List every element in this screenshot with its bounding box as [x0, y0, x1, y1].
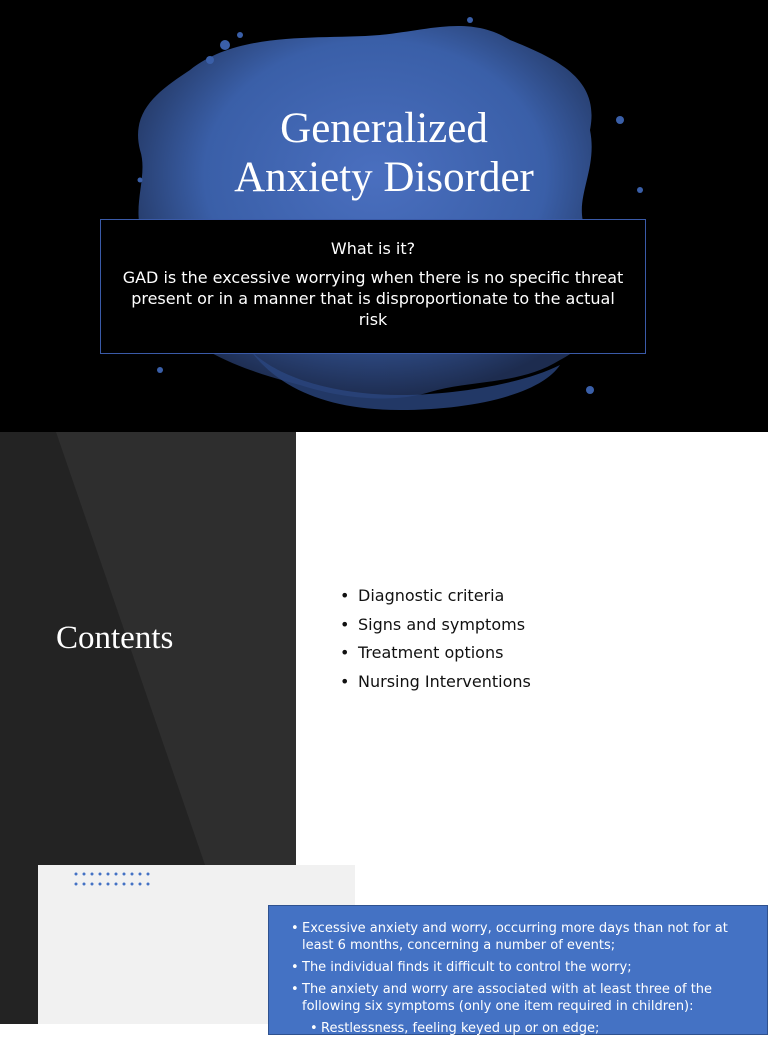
decor-dot: [83, 883, 86, 886]
decor-dot: [147, 883, 150, 886]
definition-answer: GAD is the excessive worrying when there is no specific threat present or in a manner that is disproportionate to the actual risk: [122, 268, 624, 329]
decor-dot: [83, 873, 86, 876]
list-item: [291, 981, 753, 1015]
slide-title: [0, 0, 768, 432]
criteria-text: Excessive anxiety and worry, occurring more days than not for at least 6 months, concerning a number of events;: [302, 921, 728, 953]
list-item: [340, 639, 531, 668]
title-line-1: Generalized: [280, 105, 488, 152]
decor-dot: [115, 883, 118, 886]
title-line-2: Anxiety Disorder: [234, 154, 534, 201]
decor-dot: [75, 873, 78, 876]
criteria-list: [269, 906, 767, 1037]
decor-dot: [91, 883, 94, 886]
criteria-text: The anxiety and worry are associated with at least three of the following six symptoms (only one item required in children):: [302, 982, 713, 1014]
decor-dot: [99, 873, 102, 876]
list-item-label: Treatment options: [358, 643, 504, 662]
contents-side-panel: [0, 432, 296, 865]
bullet-icon: •: [291, 921, 299, 936]
decor-dot: [131, 883, 134, 886]
decor-dot: [123, 873, 126, 876]
slide3-dark-strip: [0, 865, 38, 1024]
slide-diagnostic-criteria: [0, 865, 768, 1036]
decor-dot: [139, 883, 142, 886]
contents-title: Contents: [56, 620, 174, 656]
list-item: [291, 920, 753, 954]
decor-dot: [107, 873, 110, 876]
bullet-icon: •: [340, 586, 350, 605]
bullet-icon: •: [291, 982, 299, 997]
list-item: [291, 1020, 753, 1037]
criteria-box: [268, 905, 768, 1035]
decor-dot: [75, 883, 78, 886]
decor-dot: [131, 873, 134, 876]
dot-grid-decoration: [74, 871, 154, 891]
bullet-icon: •: [340, 643, 350, 662]
list-item-label: Diagnostic criteria: [358, 586, 505, 605]
decor-dot: [99, 883, 102, 886]
list-item: [340, 611, 531, 640]
decor-dot: [115, 873, 118, 876]
list-item: [340, 668, 531, 697]
list-item-label: Signs and symptoms: [358, 614, 526, 634]
list-item-label: Nursing Interventions: [358, 671, 531, 691]
bullet-icon: •: [310, 1021, 318, 1036]
decor-dot: [123, 883, 126, 886]
definition-question: What is it?: [330, 239, 416, 258]
decor-dot: [139, 873, 142, 876]
criteria-text: The individual finds it difficult to control the worry;: [302, 960, 632, 975]
definition-box: [100, 219, 646, 354]
list-item: [340, 582, 531, 611]
criteria-sub-text: Restlessness, feeling keyed up or on edge;: [321, 1021, 600, 1036]
slide-contents: [0, 432, 768, 865]
decor-dot: [147, 873, 150, 876]
list-item: [291, 959, 753, 976]
slide-title-heading: [0, 104, 768, 202]
bullet-icon: •: [340, 614, 350, 634]
decor-dot: [107, 883, 110, 886]
contents-list: [340, 582, 531, 696]
bullet-icon: •: [340, 671, 350, 691]
ink-splash-graphic: [0, 0, 768, 432]
decor-dot: [91, 873, 94, 876]
bullet-icon: •: [291, 960, 299, 975]
